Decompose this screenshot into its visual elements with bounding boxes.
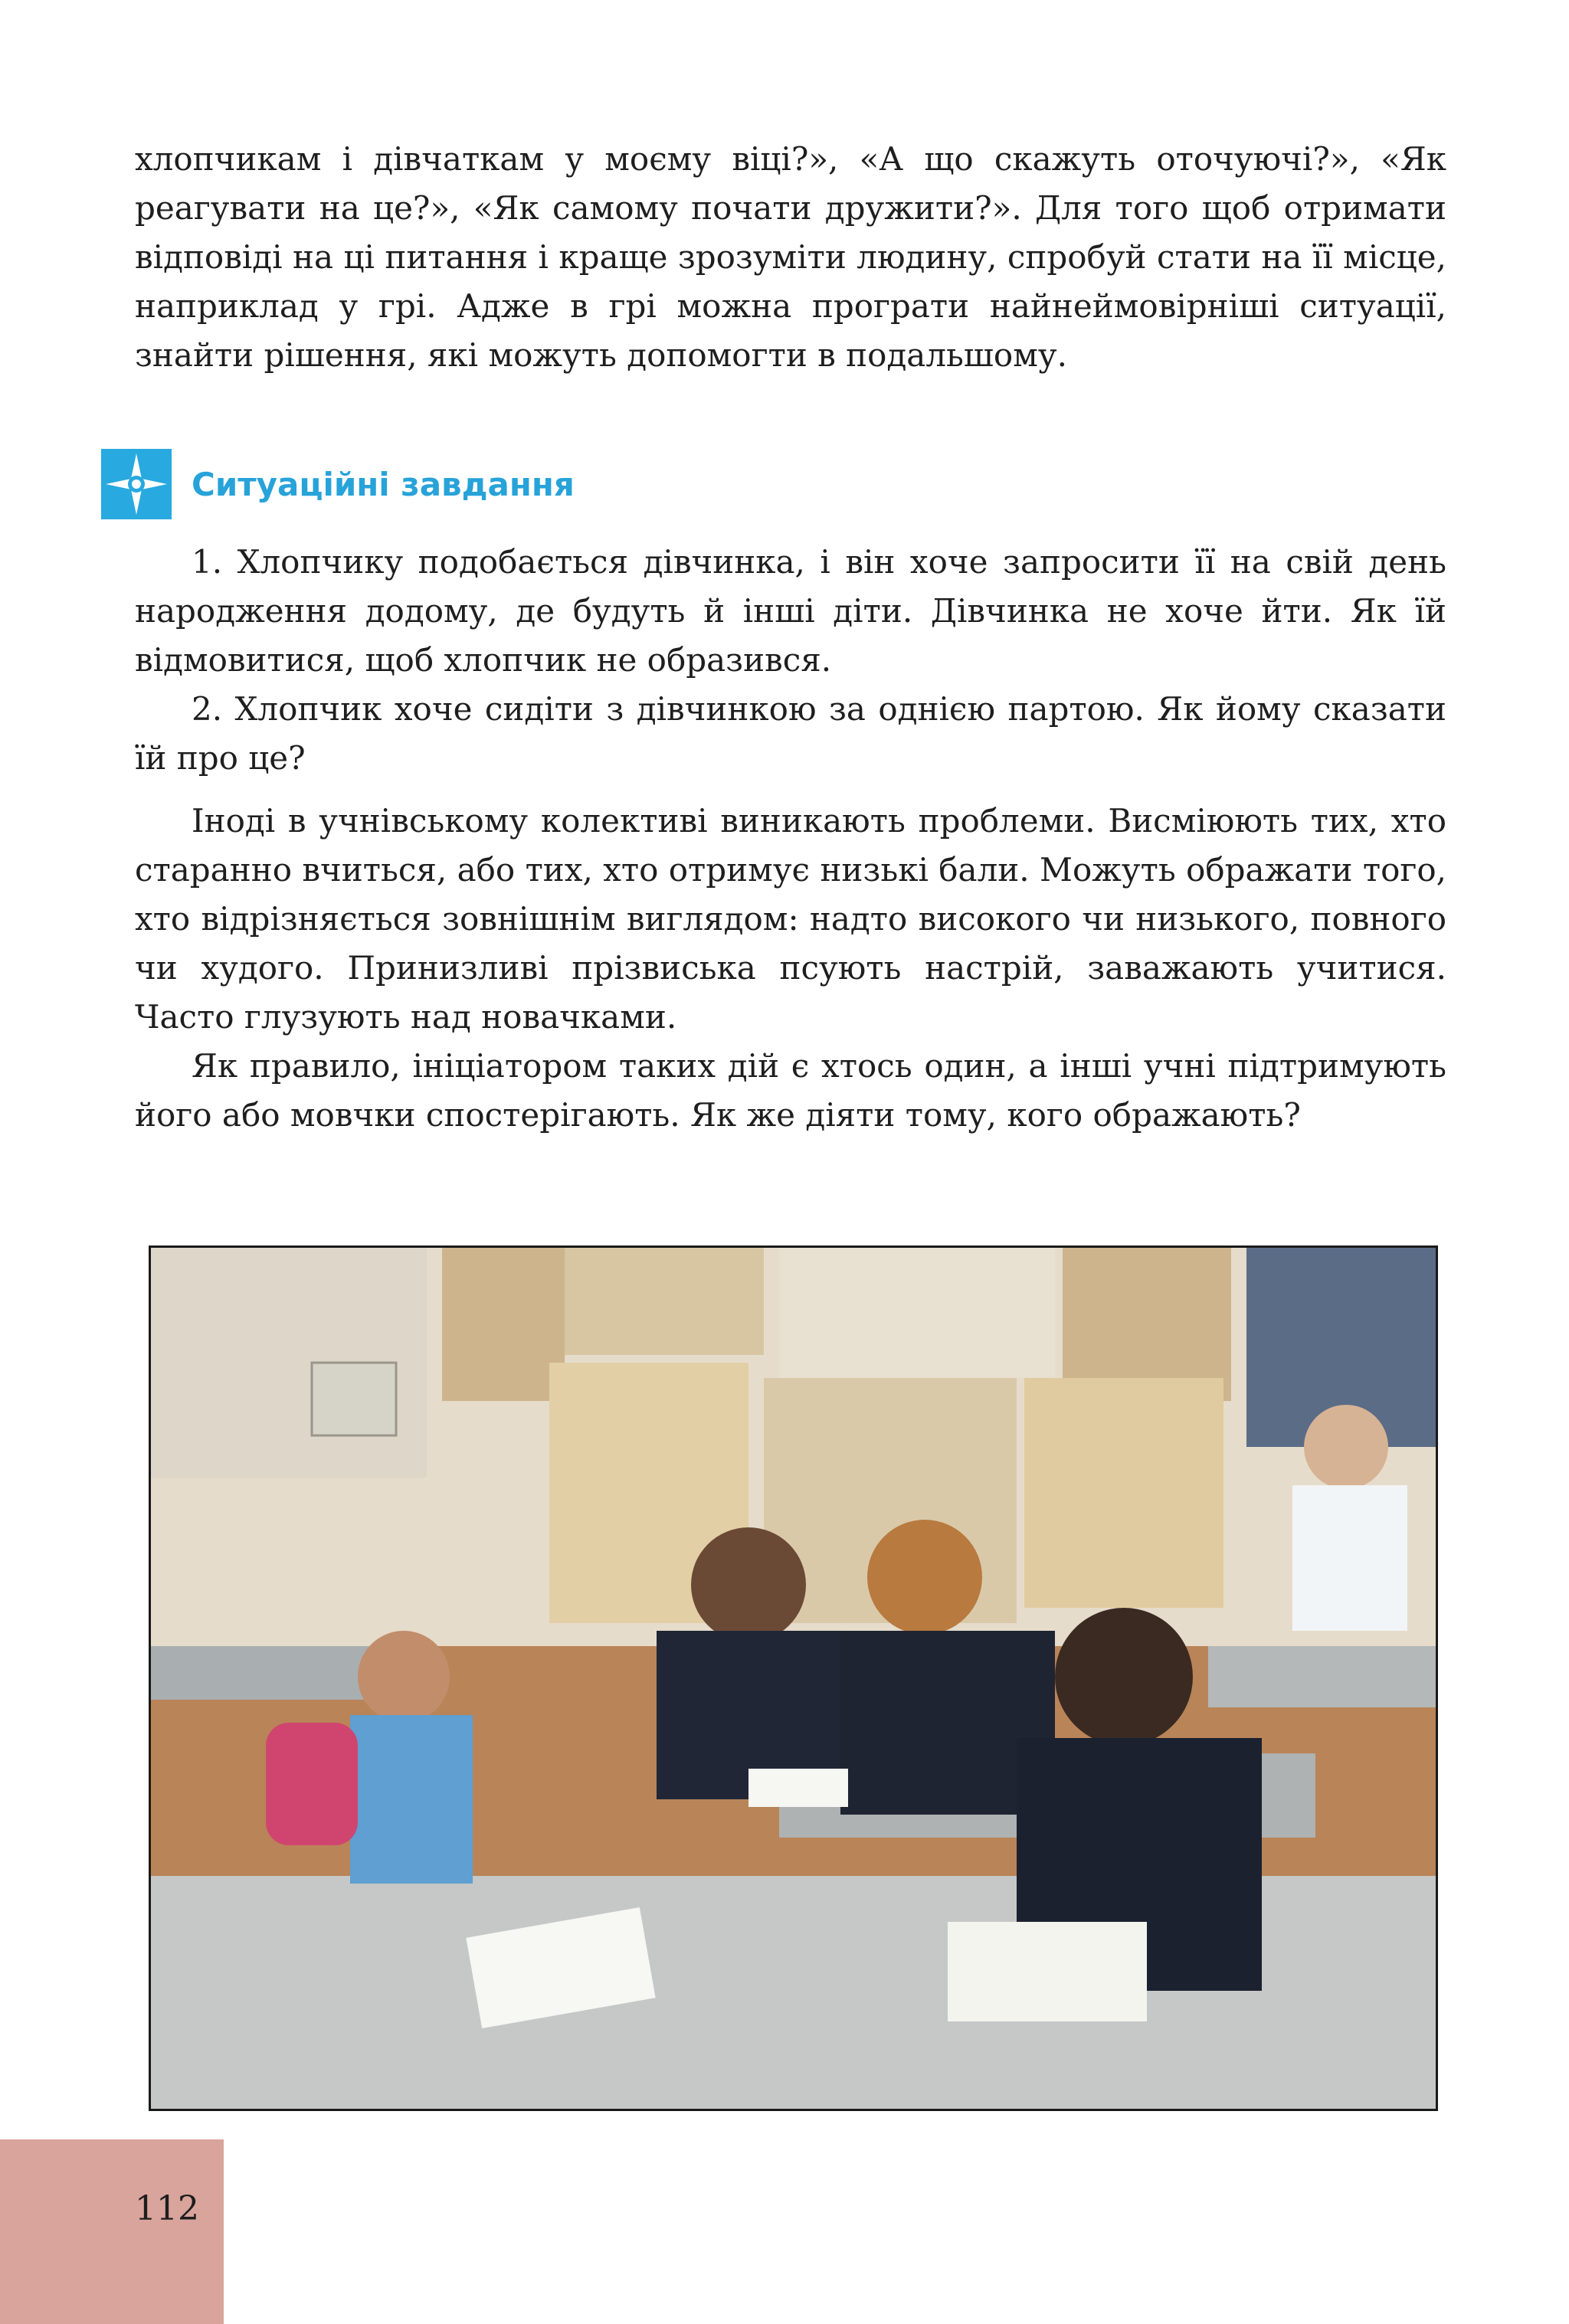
page-number: 112	[135, 2189, 199, 2228]
situational-tasks	[135, 538, 1446, 783]
section-title: Ситуаційні завдання	[192, 465, 575, 503]
classroom-photo	[149, 1245, 1438, 2111]
intro-text: хлопчикам і дівчаткам у моєму віці?», «А що скажуть оточуючі?», «Як реагувати на це?», «Як самому почати дружити?». Для того щоб отримати відповіді на ці питання і краще зрозуміти людину, спробуй стати на її місце, наприклад у грі. Адже в грі можна програти найнеймовірніші ситуації, знайти рішення, які можуть допомогти в подальшому.	[135, 140, 1446, 374]
task-item: 1. Хлопчику подобається дівчинка, і він хоче запросити її на свій день народження додому, де будуть й інші діти. Дівчинка не хоче йти. Як їй відмовитися, щоб хлопчик не образився.	[135, 543, 1446, 679]
task-item: 2. Хлопчик хоче сидіти з дівчинкою за однією партою. Як йому сказати їй про це?	[135, 690, 1446, 777]
compass-star-icon	[101, 449, 172, 519]
body-paragraph: Як правило, ініціатором таких дій є хтось один, а інші учні підтримують його або мовчки спостерігають. Як же діяти тому, кого ображають?	[135, 1047, 1446, 1134]
intro-paragraph	[135, 135, 1446, 380]
section-header	[101, 449, 575, 519]
body-text	[135, 797, 1446, 1140]
page-corner-tab	[0, 2139, 224, 2324]
classroom-illustration	[151, 1248, 1436, 2109]
body-paragraph: Іноді в учнівському колективі виникають проблеми. Висміюють тих, хто старанно вчиться, або тих, хто отримує низькі бали. Можуть ображати того, хто відрізняється зовнішнім виглядом: надто високого чи низького, повного чи худого. Принизливі прізвиська псують настрій, заважають учитися. Часто глузують над новачками.	[135, 802, 1446, 1036]
